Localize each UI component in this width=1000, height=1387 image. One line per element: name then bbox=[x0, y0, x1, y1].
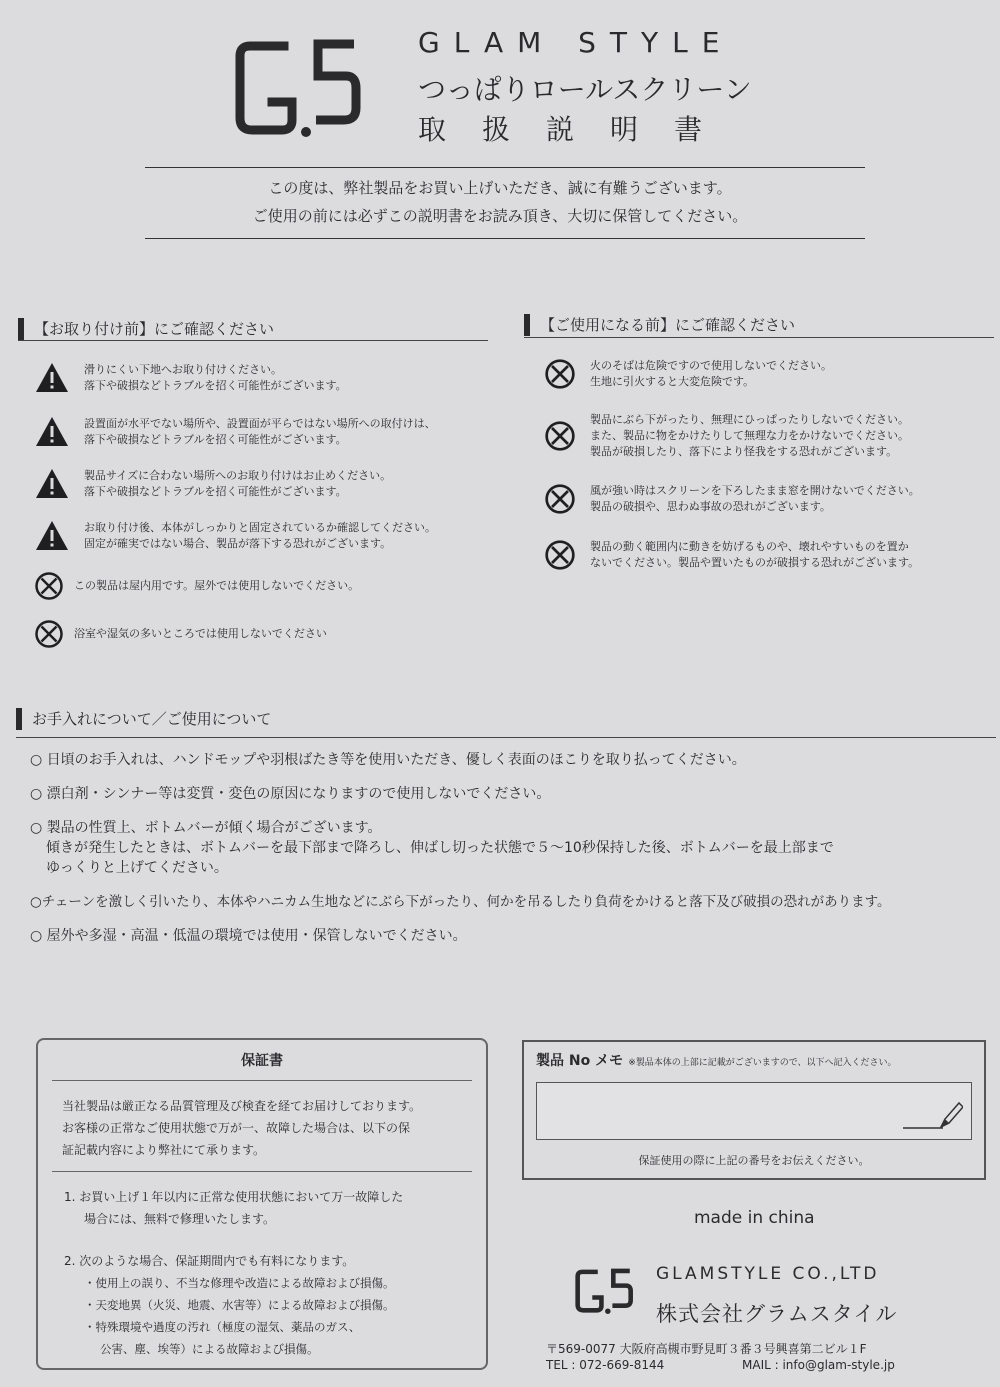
item-text: 屋外や多湿・高温・低温の環境では使用・保管しないでください。 bbox=[46, 928, 467, 944]
warranty-text: お客様の正常なご使用状態で万が一、故障した場合は、以下の保 bbox=[62, 1121, 411, 1135]
item-text: また、製品に物をかけたりして無理な力をかけないでください。 bbox=[590, 429, 909, 442]
list-item bbox=[544, 474, 984, 524]
item-text: ゆっくりと上げてください。 bbox=[46, 860, 228, 876]
item-text: 落下や破損などトラブルを招く可能性がございます。 bbox=[84, 433, 347, 446]
memo-note: ※製品本体の上部に記載がございますので、以下へ記入ください。 bbox=[628, 1058, 897, 1068]
list-item bbox=[30, 784, 980, 818]
company-name-jp: 株式会社グラムスタイル bbox=[656, 1302, 898, 1326]
warranty-case: 公害、塵、埃等）による故障および損傷。 bbox=[100, 1342, 319, 1356]
glamstyle-logo bbox=[232, 30, 372, 150]
warranty-case: ・使用上の誤り、不当な修理や改造による故障および損傷。 bbox=[84, 1276, 395, 1290]
warranty-terms bbox=[38, 1172, 486, 1360]
care-heading-rule bbox=[16, 737, 996, 738]
company-phone: TEL : 072-669-8144 bbox=[546, 1358, 665, 1372]
list-item bbox=[34, 458, 494, 510]
list-item bbox=[30, 818, 980, 892]
item-text: ないでください。製品や置いたものが破損する恐れがございます。 bbox=[590, 556, 920, 569]
made-in-label: made in china bbox=[694, 1208, 815, 1228]
prohibited-icon bbox=[544, 483, 576, 515]
gs-logo-icon bbox=[232, 30, 372, 150]
company-logo bbox=[574, 1262, 638, 1322]
gs-logo-icon bbox=[574, 1262, 638, 1322]
intro-line-1: この度は、弊社製品をお買い上げいただき、誠に有難うございます。 bbox=[268, 179, 732, 197]
warning-icon bbox=[34, 414, 70, 450]
memo-footer: 保証使用の際に上記の番号をお伝えください。 bbox=[638, 1154, 870, 1167]
item-text: 漂白剤・シンナー等は変質・変色の原因になりますので使用しないでください。 bbox=[46, 786, 551, 802]
usage-heading-rule bbox=[524, 337, 994, 338]
item-text: 設置面が水平でない場所や、設置面が平らではない場所への取付けは、 bbox=[84, 417, 436, 430]
prohibited-icon bbox=[544, 358, 576, 390]
item-text: 傾きが発生したときは、ボトムバーを最下部まで降ろし、伸ばし切った状態で５～10秒保持した後、ボトムバーを最上部まで bbox=[46, 840, 834, 856]
install-heading-rule bbox=[18, 340, 488, 341]
product-number-memo bbox=[522, 1040, 986, 1180]
install-checklist bbox=[34, 356, 494, 658]
warranty-text: 当社製品は厳正なる品質管理及び検査を経てお届けしております。 bbox=[62, 1099, 422, 1113]
item-text: この製品は屋内用です。屋外では使用しないでください。 bbox=[74, 579, 360, 592]
warranty-title: 保証書 bbox=[241, 1053, 283, 1069]
warranty-text: 2. 次のような場合、保証期間内でも有料になります。 bbox=[64, 1254, 355, 1268]
list-item bbox=[544, 352, 984, 396]
bullet-marker: ○ bbox=[30, 820, 43, 836]
prohibited-icon bbox=[34, 619, 64, 649]
bullet-marker: ○ bbox=[30, 894, 42, 910]
item-text: 風が強い時はスクリーンを下ろしたまま窓を開けないでください。 bbox=[590, 484, 920, 497]
warranty-intro bbox=[38, 1081, 486, 1161]
usage-checklist bbox=[544, 352, 984, 582]
item-text: 固定が確実ではない場合、製品が落下する恐れがございます。 bbox=[84, 537, 392, 550]
item-text: 滑りにくい下地へお取り付けください。 bbox=[84, 363, 282, 376]
item-text: 製品の破損や、思わぬ事故の恐れがございます。 bbox=[590, 500, 831, 513]
item-text: 生地に引火すると大変危険です。 bbox=[590, 375, 755, 388]
company-email: MAIL : info@glam-style.jp bbox=[742, 1358, 895, 1372]
warranty-card bbox=[36, 1038, 488, 1370]
item-text: 落下や破損などトラブルを招く可能性がございます。 bbox=[84, 485, 347, 498]
company-name-en: GLAMSTYLE CO.,LTD bbox=[656, 1264, 880, 1284]
warning-icon bbox=[34, 466, 70, 502]
item-text: 浴室や湿気の多いところでは使用しないでください bbox=[74, 627, 327, 640]
list-item bbox=[544, 406, 984, 466]
intro-line-2: ご使用の前には必ずこの説明書をお読み頂き、大切に保管してください。 bbox=[252, 207, 748, 225]
intro-divider bbox=[145, 238, 865, 239]
list-item bbox=[34, 610, 494, 658]
warranty-text: 場合には、無料で修理いたします。 bbox=[84, 1212, 276, 1226]
install-section-heading: 【お取り付け前】にご確認ください bbox=[18, 318, 274, 340]
warranty-text: 1. お買い上げ１年以内に正常な使用状態において万一故障した bbox=[64, 1190, 404, 1204]
list-item bbox=[30, 926, 980, 960]
prohibited-icon bbox=[544, 539, 576, 571]
item-text: チェーンを激しく引いたり、本体やハニカム生地などにぶら下がったり、何かを吊るしたり負荷をかけると落下及び破損の恐れがあります。 bbox=[41, 894, 891, 910]
care-section-heading: お手入れについて／ご使用について bbox=[16, 708, 271, 730]
item-text: 製品の性質上、ボトムバーが傾く場合がございます。 bbox=[46, 820, 382, 836]
document-title: 取扱説明書 bbox=[418, 113, 739, 146]
list-item bbox=[34, 356, 494, 400]
list-item bbox=[34, 406, 494, 458]
bullet-marker: ○ bbox=[30, 928, 43, 944]
pencil-icon bbox=[903, 1097, 963, 1131]
header-divider bbox=[145, 167, 865, 168]
bullet-marker: ○ bbox=[30, 786, 43, 802]
prohibited-icon bbox=[544, 420, 576, 452]
item-text: 製品にぶら下がったり、無理にひっぱったりしないでください。 bbox=[590, 413, 909, 426]
list-item bbox=[34, 562, 494, 610]
care-list bbox=[30, 750, 980, 960]
warranty-text: 証記載内容により弊社にて承ります。 bbox=[62, 1143, 266, 1157]
warning-icon bbox=[34, 360, 70, 396]
memo-title: 製品 No メモ bbox=[536, 1053, 624, 1069]
item-text: 火のそばは危険ですので使用しないでください。 bbox=[590, 359, 832, 372]
usage-section-heading: 【ご使用になる前】にご確認ください bbox=[524, 314, 795, 336]
list-item bbox=[30, 892, 980, 926]
intro-text bbox=[150, 174, 850, 230]
product-name: つっぱりロールスクリーン bbox=[418, 73, 752, 106]
bullet-marker: ○ bbox=[30, 752, 43, 768]
item-text: 製品の動く範囲内に動きを妨げるものや、壊れやすいものを置か bbox=[590, 540, 909, 553]
company-address: 〒569-0077 大阪府高槻市野見町３番３号興喜第二ビル１F bbox=[546, 1342, 867, 1356]
product-number-field[interactable] bbox=[536, 1082, 972, 1140]
warning-icon bbox=[34, 518, 70, 554]
memo-header bbox=[524, 1042, 984, 1070]
list-item bbox=[34, 510, 494, 562]
warranty-case: ・天変地異（火災、地震、水害等）による故障および損傷。 bbox=[84, 1298, 395, 1312]
item-text: 日頃のお手入れは、ハンドモップや羽根ばたき等を使用いただき、優しく表面のほこりを取り払ってください。 bbox=[46, 752, 746, 768]
item-text: 製品が破損したり、落下により怪我をする恐れがございます。 bbox=[590, 445, 898, 458]
item-text: 製品サイズに合わない場所へのお取り付けはお止めください。 bbox=[84, 469, 392, 482]
item-text: お取り付け後、本体がしっかりと固定されているか確認してください。 bbox=[84, 521, 436, 534]
brand-name: GLAM STYLE bbox=[418, 26, 734, 59]
item-text: 落下や破損などトラブルを招く可能性がございます。 bbox=[84, 379, 347, 392]
warranty-case: ・特殊環境や過度の汚れ（極度の湿気、薬品のガス、 bbox=[84, 1320, 361, 1334]
list-item bbox=[544, 528, 984, 582]
list-item bbox=[30, 750, 980, 784]
prohibited-icon bbox=[34, 571, 64, 601]
